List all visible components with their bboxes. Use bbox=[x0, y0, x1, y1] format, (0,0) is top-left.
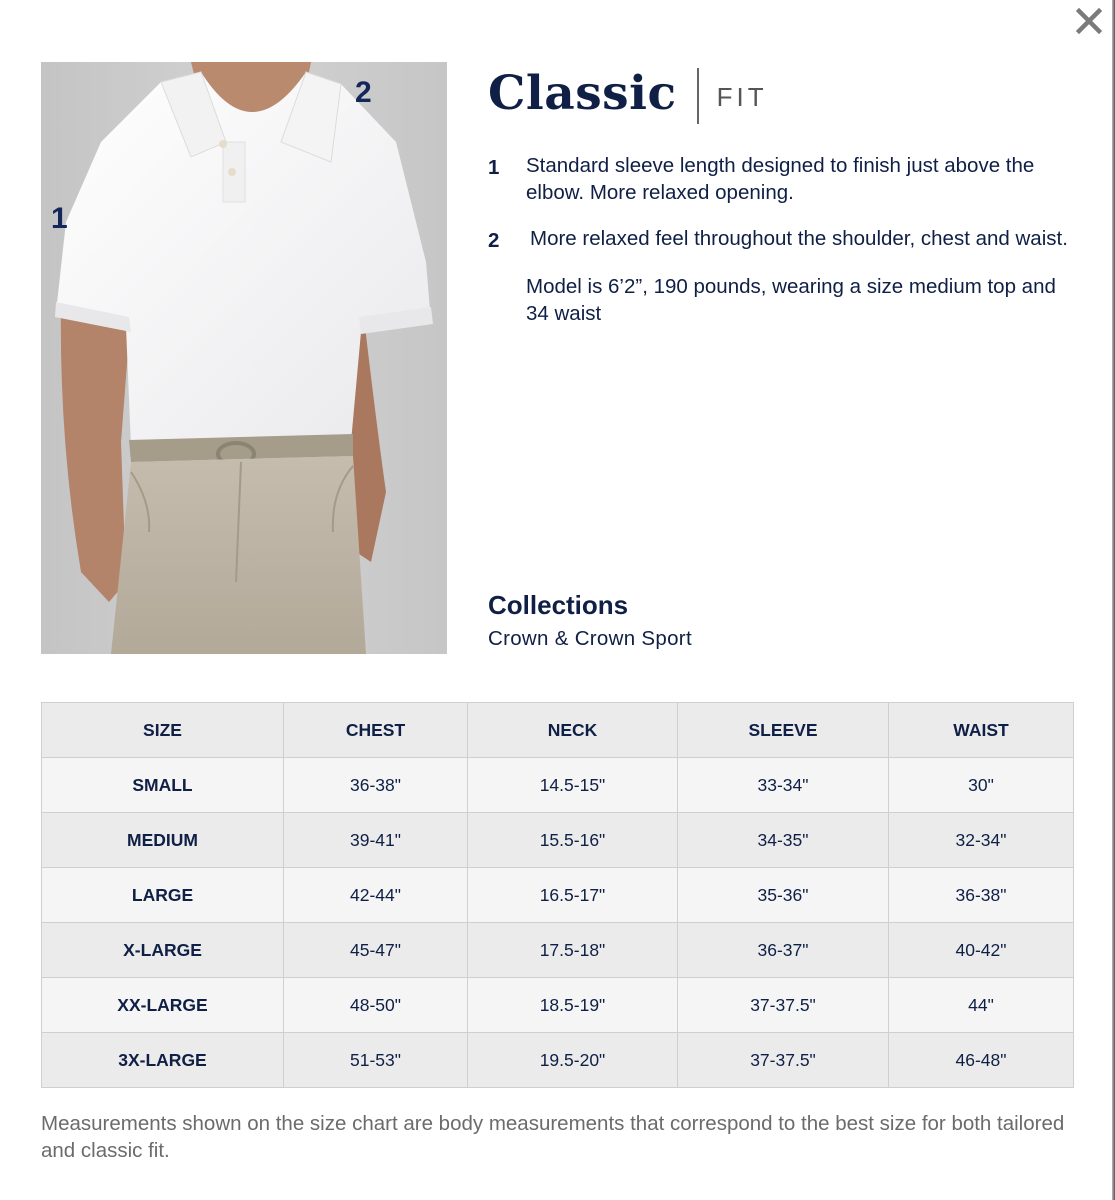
chest-cell: 45-47" bbox=[284, 923, 468, 978]
size-cell: LARGE bbox=[42, 868, 284, 923]
column-header-chest: CHEST bbox=[284, 703, 468, 758]
neck-cell: 15.5-16" bbox=[468, 813, 678, 868]
callout-1: 1 bbox=[51, 202, 68, 235]
column-header-sleeve: SLEEVE bbox=[678, 703, 889, 758]
waist-cell: 32-34" bbox=[889, 813, 1074, 868]
close-icon bbox=[1076, 8, 1102, 34]
table-row bbox=[42, 923, 1074, 978]
collections-heading: Collections bbox=[488, 590, 629, 620]
size-cell: 3X-LARGE bbox=[42, 1033, 284, 1088]
chest-cell: 39-41" bbox=[284, 813, 468, 868]
chest-cell: 48-50" bbox=[284, 978, 468, 1033]
neck-cell: 18.5-19" bbox=[468, 978, 678, 1033]
note-text: Standard sleeve length designed to finish just above the elbow. More relaxed opening. bbox=[526, 154, 1035, 204]
note-number: 1 bbox=[488, 156, 500, 179]
model-photo bbox=[41, 62, 447, 654]
note-number: 2 bbox=[488, 229, 500, 252]
sleeve-cell: 37-37.5" bbox=[678, 978, 889, 1033]
chest-cell: 36-38" bbox=[284, 758, 468, 813]
table-row bbox=[42, 758, 1074, 813]
chest-cell: 42-44" bbox=[284, 868, 468, 923]
waist-cell: 44" bbox=[889, 978, 1074, 1033]
sleeve-cell: 36-37" bbox=[678, 923, 889, 978]
sleeve-cell: 37-37.5" bbox=[678, 1033, 889, 1088]
close-button[interactable] bbox=[1072, 4, 1106, 38]
size-chart-table bbox=[41, 702, 1074, 1088]
callout-2: 2 bbox=[355, 76, 372, 109]
neck-cell: 16.5-17" bbox=[468, 868, 678, 923]
page-subtitle: FIT bbox=[716, 81, 768, 112]
note-text: More relaxed feel throughout the shoulder, chest and waist. bbox=[530, 227, 1068, 250]
table-row bbox=[42, 813, 1074, 868]
table-row bbox=[42, 978, 1074, 1033]
column-header-waist: WAIST bbox=[889, 703, 1074, 758]
column-header-size: SIZE bbox=[42, 703, 284, 758]
neck-cell: 17.5-18" bbox=[468, 923, 678, 978]
fit-note-1 bbox=[488, 152, 1078, 206]
collections-section bbox=[488, 590, 692, 651]
collections-value: Crown & Crown Sport bbox=[488, 627, 692, 650]
size-cell: SMALL bbox=[42, 758, 284, 813]
table-row bbox=[42, 1033, 1074, 1088]
neck-cell: 14.5-15" bbox=[468, 758, 678, 813]
sleeve-cell: 35-36" bbox=[678, 868, 889, 923]
page-title: Classic bbox=[488, 65, 677, 121]
model-info: Model is 6’2”, 190 pounds, wearing a size medium top and 34 waist bbox=[526, 275, 1056, 325]
neck-cell: 19.5-20" bbox=[468, 1033, 678, 1088]
fit-notes bbox=[488, 152, 1078, 327]
sleeve-cell: 33-34" bbox=[678, 758, 889, 813]
size-chart-footnote: Measurements shown on the size chart are body measurements that correspond to the best size for both tailored and classic fit. bbox=[41, 1112, 1065, 1162]
sleeve-cell: 34-35" bbox=[678, 813, 889, 868]
size-cell: X-LARGE bbox=[42, 923, 284, 978]
size-cell: XX-LARGE bbox=[42, 978, 284, 1033]
chest-cell: 51-53" bbox=[284, 1033, 468, 1088]
waist-cell: 30" bbox=[889, 758, 1074, 813]
waist-cell: 36-38" bbox=[889, 868, 1074, 923]
fit-title bbox=[488, 62, 768, 124]
waist-cell: 46-48" bbox=[889, 1033, 1074, 1088]
model-illustration bbox=[41, 62, 447, 654]
fit-note-2 bbox=[488, 225, 1078, 254]
waist-cell: 40-42" bbox=[889, 923, 1074, 978]
title-divider bbox=[697, 68, 699, 124]
column-header-neck: NECK bbox=[468, 703, 678, 758]
size-cell: MEDIUM bbox=[42, 813, 284, 868]
table-row bbox=[42, 868, 1074, 923]
table-header-row bbox=[42, 703, 1074, 758]
